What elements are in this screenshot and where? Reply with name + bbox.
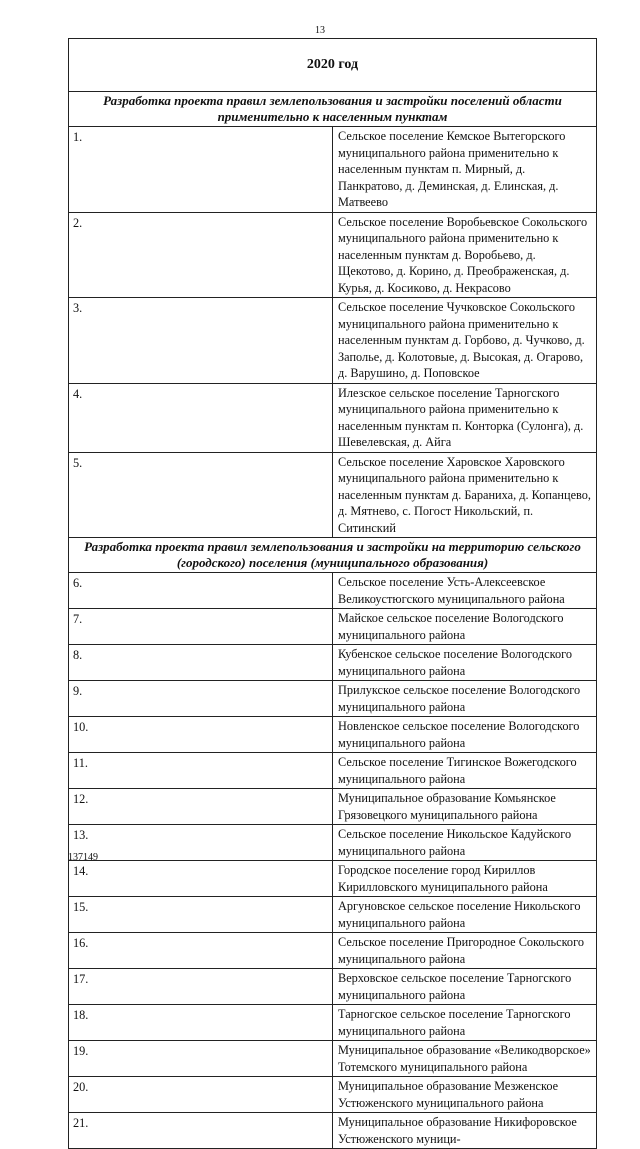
row-text: Сельское поселение Воробьевское Сокольского муниципального района применительно к населенным пунктам д. Воробьево, д. Щекотово, д. Корино, д. Преображенская, д. Курья, д. Косиково, д. Некрасово (333, 212, 597, 298)
table-row (69, 789, 597, 825)
table-row (69, 861, 597, 897)
row-number: 10. (69, 717, 333, 753)
table-row (69, 609, 597, 645)
row-text: Кубенское сельское поселение Вологодского муниципального района (333, 645, 597, 681)
table-row (69, 1005, 597, 1041)
row-number: 5. (69, 452, 333, 538)
table-row (69, 1041, 597, 1077)
row-text: Сельское поселение Усть-Алексеевское Великоустюгского муниципального района (333, 573, 597, 609)
row-number: 18. (69, 1005, 333, 1041)
table-row (69, 933, 597, 969)
section-title: Разработка проекта правил землепользования и застройки поселений области применительно к населенным пунктам (69, 92, 597, 127)
table-row (69, 645, 597, 681)
row-number: 21. (69, 1113, 333, 1149)
row-number: 13. (69, 825, 333, 861)
row-text: Сельское поселение Чучковское Сокольского муниципального района применительно к населенным пунктам д. Горбово, д. Чучково, д. Заполье, д. Колотовые, д. Высокая, д. Огарово, д. Варушино, д. Поповское (333, 298, 597, 384)
table-row (69, 825, 597, 861)
footer-code: 137149 (68, 852, 98, 863)
row-number: 12. (69, 789, 333, 825)
year-heading-row (69, 39, 597, 92)
row-text: Сельское поселение Пригородное Сокольского муниципального района (333, 933, 597, 969)
table-row (69, 383, 597, 452)
row-number: 6. (69, 573, 333, 609)
table-row (69, 753, 597, 789)
row-number: 11. (69, 753, 333, 789)
row-text: Городское поселение город Кириллов Кирилловского муниципального района (333, 861, 597, 897)
row-text: Майское сельское поселение Вологодского муниципального района (333, 609, 597, 645)
row-number: 14. (69, 861, 333, 897)
row-text: Муниципальное образование Мезженское Устюженского муниципального района (333, 1077, 597, 1113)
row-number: 3. (69, 298, 333, 384)
row-text: Сельское поселение Никольское Кадуйского муниципального района (333, 825, 597, 861)
section-heading-row (69, 92, 597, 127)
table-row (69, 1077, 597, 1113)
row-text: Сельское поселение Тигинское Вожегодского муниципального района (333, 753, 597, 789)
table-row (69, 969, 597, 1005)
table-row (69, 681, 597, 717)
row-text: Сельское поселение Харовское Харовского муниципального района применительно к населенным пунктам д. Бараниха, д. Копанцево, д. Мятнево, с. Погост Никольский, п. Ситинский (333, 452, 597, 538)
section-title: Разработка проекта правил землепользования и застройки на территорию сельского (городского) поселения (муниципального образования) (69, 538, 597, 573)
row-text: Илезское сельское поселение Тарногского муниципального района применительно к населенным пунктам п. Конторка (Сулонга), д. Шевелевская, д. Айга (333, 383, 597, 452)
settlements-table (68, 38, 597, 1149)
row-text: Сельское поселение Кемское Вытегорского муниципального района применительно к населенным пунктам п. Мирный, д. Панкратово, д. Деминская, д. Елинская, д. Матвеево (333, 127, 597, 213)
row-number: 20. (69, 1077, 333, 1113)
row-text: Новленское сельское поселение Вологодского муниципального района (333, 717, 597, 753)
row-text: Муниципальное образование Никифоровское Устюженского муници- (333, 1113, 597, 1149)
row-number: 15. (69, 897, 333, 933)
page-number: 13 (315, 25, 325, 36)
row-number: 8. (69, 645, 333, 681)
section-heading-row (69, 538, 597, 573)
row-number: 9. (69, 681, 333, 717)
year-heading: 2020 год (69, 39, 597, 92)
row-number: 19. (69, 1041, 333, 1077)
table-row (69, 717, 597, 753)
row-number: 17. (69, 969, 333, 1005)
table-row (69, 1113, 597, 1149)
table-row (69, 897, 597, 933)
row-text: Муниципальное образование «Великодворское» Тотемского муниципального района (333, 1041, 597, 1077)
row-number: 16. (69, 933, 333, 969)
row-text: Прилукское сельское поселение Вологодского муниципального района (333, 681, 597, 717)
row-number: 7. (69, 609, 333, 645)
table-row (69, 452, 597, 538)
table-row (69, 298, 597, 384)
row-number: 4. (69, 383, 333, 452)
row-number: 1. (69, 127, 333, 213)
row-text: Муниципальное образование Комьянское Грязовецкого муниципального района (333, 789, 597, 825)
row-number: 2. (69, 212, 333, 298)
row-text: Верховское сельское поселение Тарногского муниципального района (333, 969, 597, 1005)
row-text: Аргуновское сельское поселение Никольского муниципального района (333, 897, 597, 933)
table-row (69, 573, 597, 609)
table-row (69, 127, 597, 213)
row-text: Тарногское сельское поселение Тарногского муниципального района (333, 1005, 597, 1041)
table-row (69, 212, 597, 298)
